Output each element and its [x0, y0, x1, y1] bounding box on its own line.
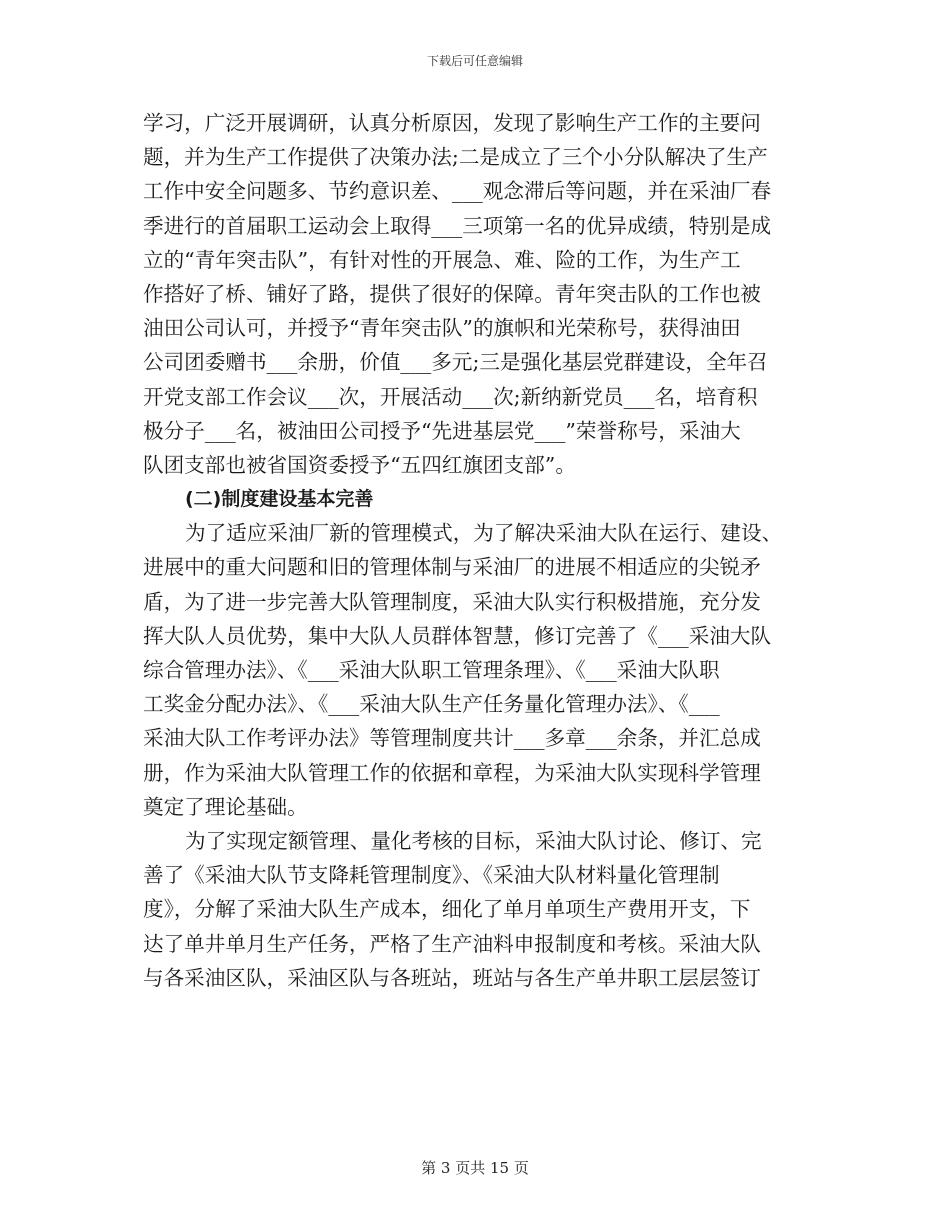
text-line: 为了适应采油厂新的管理模式，为了解决采油大队在运行、建设、 — [185, 521, 783, 546]
text-line: 奠定了理论基础。 — [143, 794, 308, 819]
text-line: 立的“青年突击队”，有针对性的开展急、难、险的工作，为生产工 — [143, 247, 741, 272]
text-line: 盾，为了进一步完善大队管理制度，采油大队实行积极措施，充分发 — [143, 589, 761, 614]
text-line: 工作中安全问题多、节约意识差、___观念滞后等问题，并在采油厂春 — [143, 179, 772, 204]
text-line: 开党支部工作会议___次，开展活动___次;新纳新党员___名，培育积 — [143, 384, 758, 409]
text-line: 善了《采油大队节支降耗管理制度》、《采油大队材料量化管理制 — [143, 863, 720, 888]
text-line: 季进行的首届职工运动会上取得___三项第一名的优异成绩，特别是成 — [143, 213, 772, 238]
text-line: 度》，分解了采油大队生产成本，细化了单月单项生产费用开支，下 — [143, 897, 751, 922]
page-footer: 第 3 页共 15 页 — [421, 1159, 529, 1177]
document-body — [143, 106, 811, 995]
text-line: 综合管理办法》、《___采油大队职工管理条理》、《___采油大队职 — [143, 658, 720, 682]
page-header: 下载后可任意编辑 — [426, 54, 523, 68]
text-line: 挥大队人员优势，集中大队人员群体智慧，修订完善了《___采油大队 — [143, 623, 772, 648]
text-line: 作搭好了桥、铺好了路，提供了很好的保障。青年突击队的工作也被 — [143, 281, 761, 306]
text-line: 册，作为采油大队管理工作的依据和章程，为采油大队实现科学管理 — [143, 760, 761, 785]
text-line: 油田公司认可，并授予“青年突击队”的旗帜和光荣称号，获得油田 — [143, 316, 741, 341]
text-line: 极分子___名，被油田公司授予“先进基层党___”荣誉称号，采油大 — [143, 418, 741, 443]
text-line: 队团支部也被省国资委授予“五四红旗团支部”。 — [143, 452, 576, 477]
text-line: 采油大队工作考评办法》等管理制度共计___多章___余条，并汇总成 — [143, 726, 761, 751]
text-line: 与各采油区队，采油区队与各班站，班站与各生产单井职工层层签订 — [143, 965, 761, 990]
text-line: 达了单井单月生产任务，严格了生产油料申报制度和考核。采油大队 — [143, 931, 761, 956]
text-line: 学习，广泛开展调研，认真分析原因，发现了影响生产工作的主要问 — [143, 111, 761, 135]
text-line: 进展中的重大问题和旧的管理体制与采油厂的进展不相适应的尖锐矛 — [143, 555, 761, 580]
text-line: 工奖金分配办法》、《___采油大队生产任务量化管理办法》、《___ — [143, 692, 720, 717]
section-heading: (二)制度建设基本完善 — [185, 488, 374, 511]
text-line: 公司团委赠书___余册，价值___多元;三是强化基层党群建设，全年召 — [143, 350, 768, 375]
text-line: 题，并为生产工作提供了决策办法;二是成立了三个小分队解决了生产 — [143, 145, 768, 170]
text-line: 为了实现定额管理、量化考核的目标，采油大队讨论、修订、完 — [185, 828, 762, 853]
